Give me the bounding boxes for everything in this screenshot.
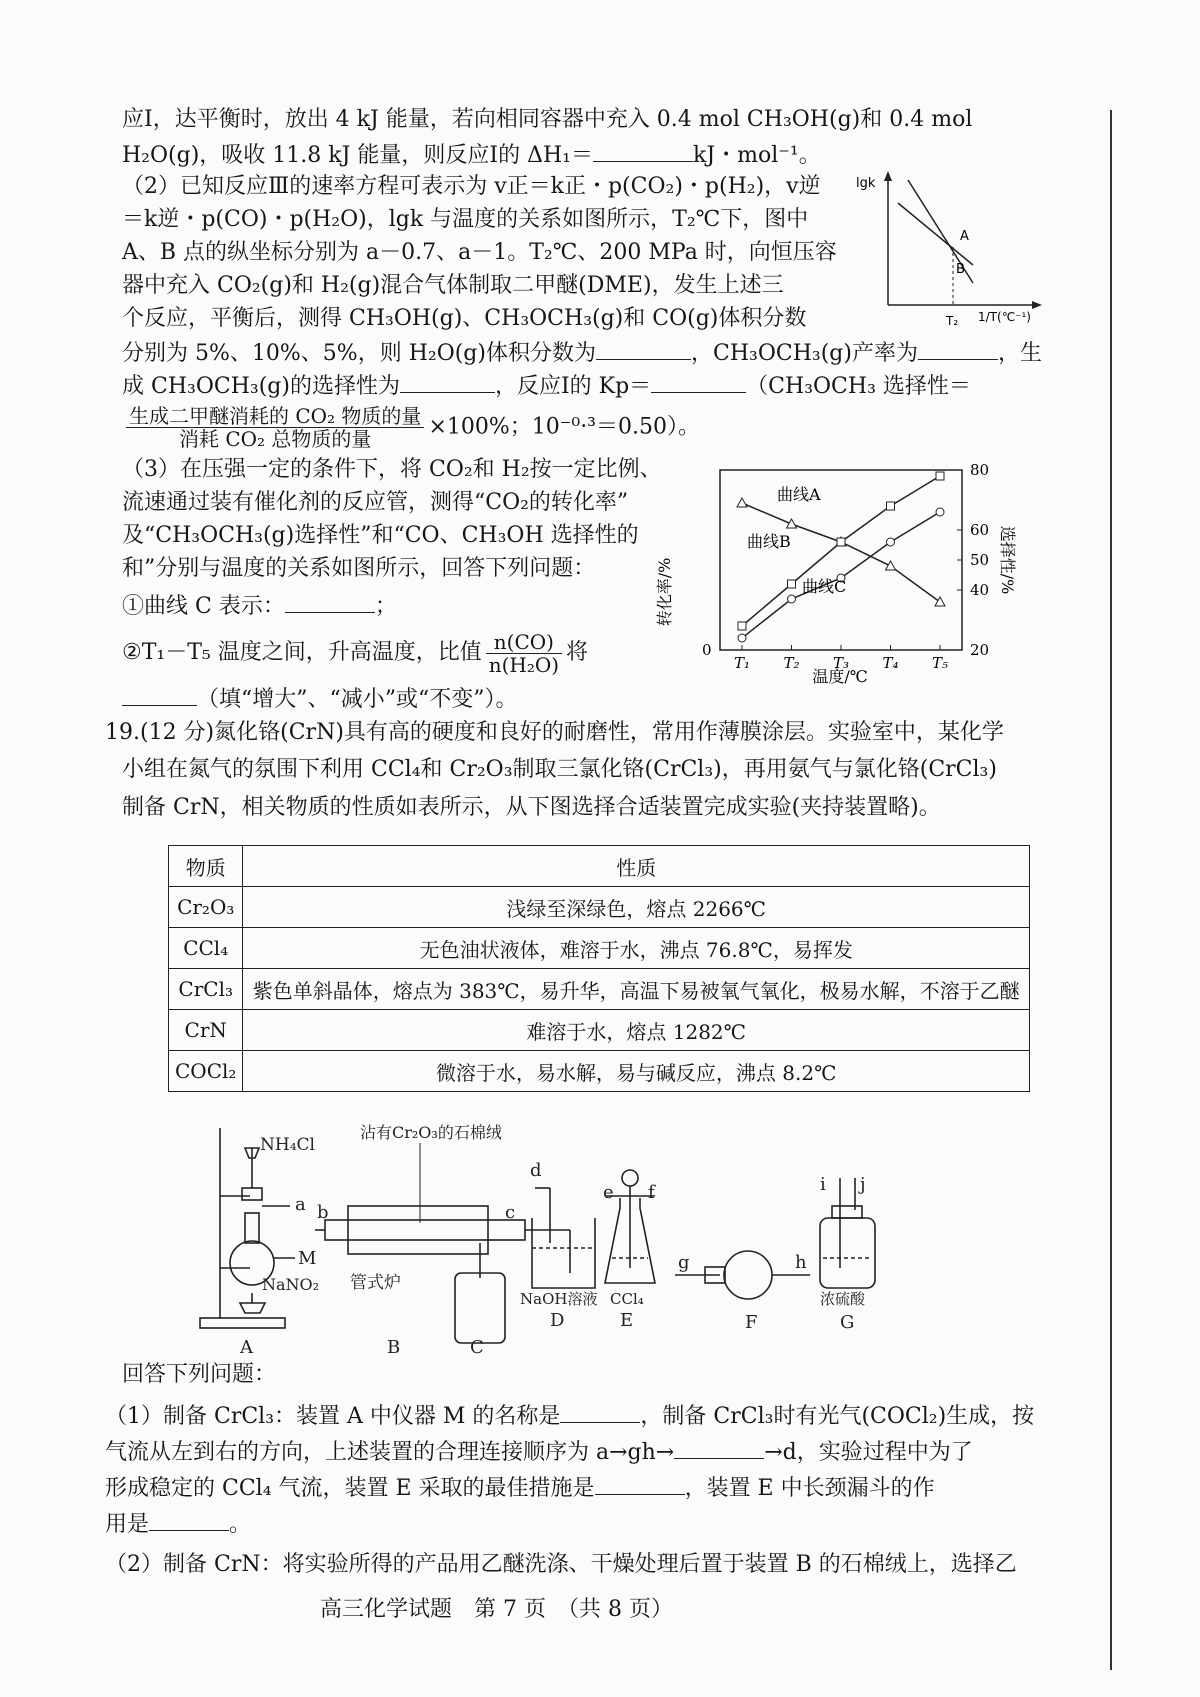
table-cell: 微溶于水，易水解，易与碱反应，沸点 8.2℃: [243, 1051, 1030, 1092]
series-line-1: [742, 476, 940, 626]
q19-a1-line2-text: 气流从左到右的方向，上述装置的合理连接顺序为 a→gh→: [105, 1440, 675, 1465]
answer-blank[interactable]: [400, 370, 495, 393]
answer-blank[interactable]: [651, 370, 746, 393]
x-axis-label: 温度/℃: [812, 667, 868, 686]
q18-p3-line2: 流速通过装有催化剂的反应管，测得“CO₂的转化率”: [122, 490, 629, 515]
answer-blank[interactable]: [122, 683, 197, 706]
q18-p2-line6-text: 分别为 5%、10%、5%，则 H₂O(g)体积分数为: [122, 341, 596, 366]
q18-p2-line8: [122, 405, 700, 450]
q19-a1-line3-text: 形成稳定的 CCl₄ 气流，装置 E 采取的最佳措施是: [105, 1476, 595, 1501]
q18-p2-line6: [122, 337, 1042, 369]
apparatus-d: [520, 1160, 597, 1331]
data-point: [737, 498, 747, 507]
x-tick-label: T₄: [882, 654, 899, 672]
q19-a1-line3: [105, 1472, 935, 1504]
label-d: d: [530, 1160, 542, 1181]
table-row: [169, 1051, 1030, 1092]
apparatus-e: [603, 1170, 656, 1331]
data-point: [787, 519, 797, 528]
q18-p3-q2-text: ②T₁－T₅ 温度之间，升高温度，比值: [122, 640, 482, 665]
q19-a1-line1-text2: ，制备 CrCl₃时有光气(COCl₂)生成，按: [640, 1404, 1035, 1429]
lgk-xlabel: 1/T(℃⁻¹): [978, 310, 1031, 324]
table-header-cell: 性质: [243, 846, 1030, 887]
lgk-chart: [848, 165, 1048, 328]
table-cell: CCl₄: [169, 928, 243, 969]
label-b: b: [317, 1202, 329, 1223]
apparatus-a: [200, 1128, 319, 1358]
q18-p2-line7-text2: ，反应Ⅰ的 Kp＝: [494, 374, 652, 399]
q19-a1-line4-text: 用是: [105, 1512, 150, 1537]
q18-p3-q1: [122, 590, 397, 622]
q19-a1-line1-text: （1）制备 CrCl₃：装置 A 中仪器 M 的名称是: [105, 1404, 561, 1429]
table-cell: 无色油状液体，难溶于水，沸点 76.8℃，易挥发: [243, 928, 1030, 969]
q18-p3-q1-text: ①曲线 C 表示：: [122, 594, 285, 619]
q18-p3-q2-text2: 将: [566, 640, 589, 665]
y2-tick-label: 40: [970, 581, 990, 599]
label-ccl4: CCl₄: [610, 1290, 644, 1308]
lgk-x-arrow: [1032, 301, 1042, 309]
lgk-tick-t2: T₂: [946, 314, 959, 328]
table-row: [169, 969, 1030, 1010]
table-cell: CrCl₃: [169, 969, 243, 1010]
data-point: [886, 561, 896, 570]
answer-blank[interactable]: [149, 1508, 229, 1531]
q18-p3-line4: 和”分别与温度的关系如图所示，回答下列问题：: [122, 556, 596, 581]
q18-p3-q1-end: ；: [374, 594, 397, 619]
data-point: [887, 538, 895, 546]
data-point: [788, 580, 796, 588]
q19-a1-line3-text2: ，装置 E 中长颈漏斗的作: [684, 1476, 935, 1501]
page-border: [1110, 110, 1112, 1670]
q18-line2-text: H₂O(g)，吸收 11.8 kJ 能量，则反应Ⅰ的 ΔH₁＝: [122, 143, 593, 168]
label-apparatus-d: D: [550, 1310, 565, 1331]
q19-a1-line4-end: 。: [229, 1512, 252, 1537]
label-i: i: [820, 1174, 826, 1195]
answer-blank[interactable]: [596, 337, 691, 360]
table-cell: 难溶于水，熔点 1282℃: [243, 1010, 1030, 1051]
q18-p2-line6-text3: ，生: [997, 341, 1042, 366]
label-apparatus-g: G: [840, 1312, 855, 1333]
answer-blank[interactable]: [595, 1472, 685, 1495]
q19-a1-line1: [105, 1400, 1034, 1432]
x-tick-label: T₁: [733, 654, 751, 672]
data-point: [738, 622, 746, 630]
data-point: [936, 508, 944, 516]
q19-line3: 制备 CrN，相关物质的性质如表所示，从下图选择合适装置完成实验(夹持装置略)。: [122, 795, 941, 820]
answer-blank[interactable]: [560, 1400, 640, 1423]
y-tick-label: 0: [702, 641, 712, 659]
table-cell: CrN: [169, 1010, 243, 1051]
x-tick-label: T₂: [783, 654, 800, 672]
table-cell: COCl₂: [169, 1051, 243, 1092]
page-footer: 高三化学试题 第 7 页 （共 8 页）: [320, 1597, 673, 1622]
label-furnace: 管式炉: [350, 1273, 401, 1293]
label-apparatus-b: B: [387, 1337, 401, 1358]
label-cr2o3: 沾有Cr₂O₃的石棉绒: [360, 1123, 502, 1142]
label-h2so4: 浓硫酸: [820, 1290, 866, 1308]
q18-p2-line5: 个反应，平衡后，测得 CH₃OH(g)、CH₃OCH₃(g)和 CO(g)体积分数: [122, 306, 807, 331]
data-point: [837, 538, 845, 546]
table-row: [169, 887, 1030, 928]
data-point: [738, 634, 746, 642]
lgk-point-a: A: [960, 229, 969, 244]
label-m: M: [298, 1248, 317, 1269]
data-point: [887, 502, 895, 510]
label-a: a: [295, 1194, 306, 1215]
q19-a2-line1: （2）制备 CrN：将实验所得的产品用乙醚洗涤、干燥处理后置于装置 B 的石棉绒上，选择乙: [105, 1552, 1017, 1577]
q18-p3-line3: 及“CH₃OCH₃(g)选择性”和“CO、CH₃OH 选择性的: [122, 523, 639, 548]
label-nano2: NaNO₂: [262, 1275, 320, 1294]
q18-p3-q2: [122, 630, 588, 676]
answer-blank[interactable]: [918, 337, 998, 360]
q19-a1-line2: [105, 1436, 973, 1468]
apparatus-f: [675, 1251, 810, 1333]
label-apparatus-e: E: [620, 1310, 634, 1331]
label-h: h: [795, 1252, 807, 1273]
q18-p2-line7: [122, 370, 971, 402]
apparatus-g: [820, 1174, 875, 1333]
q19-a1-line2-text2: →d，实验过程中为了: [764, 1440, 973, 1465]
q19-line2: 小组在氮气的氛围下利用 CCl₄和 Cr₂O₃制取三氯化铬(CrCl₃)，再用氨气与氯化铬(CrCl₃): [122, 757, 997, 782]
data-point: [936, 472, 944, 480]
fraction-denominator: 消耗 CO₂ 总物质的量: [179, 427, 372, 451]
y2-tick-label: 80: [970, 461, 990, 479]
data-point: [935, 597, 945, 606]
y2-axis-label: 选择性/%: [998, 525, 1017, 595]
table-header-cell: 物质: [169, 846, 243, 887]
legend-curve-b: 曲线B: [747, 532, 791, 551]
q18-line1: 应Ⅰ，达平衡时，放出 4 kJ 能量，若向相同容器中充入 0.4 mol CH₃OH(g)和 0.4 mol: [122, 107, 973, 132]
data-point: [788, 595, 796, 603]
x-tick-label: T₃: [832, 654, 850, 672]
table-cell: 紫色单斜晶体，熔点为 383℃，易升华，高温下易被氧气氧化，极易水解，不溶于乙醚: [243, 969, 1030, 1010]
q19-line1: 19.(12 分)氮化铬(CrN)具有高的硬度和良好的耐磨性，常用作薄膜涂层。实验室中，某化学: [105, 720, 1004, 745]
q18-p2-line2: ＝k逆・p(CO)・p(H₂O)，lgk 与温度的关系如图所示，T₂℃下，图中: [122, 207, 809, 232]
answer-blank[interactable]: [674, 1436, 764, 1459]
q18-p2-line1: （2）已知反应Ⅲ的速率方程可表示为 v正＝k正・p(CO₂)・p(H₂)，v逆: [122, 174, 821, 199]
q18-p2-line7-text3: （CH₃OCH₃ 选择性＝: [746, 374, 971, 399]
ratio-fraction: [486, 631, 562, 676]
q18-line2: [122, 139, 821, 171]
lgk-point-b: B: [956, 262, 965, 277]
y2-tick-label: 20: [970, 641, 990, 659]
y-axis-label: 转化率/%: [655, 557, 674, 627]
apparatus-c: [455, 1202, 515, 1358]
fraction-numerator: n(CO): [486, 631, 562, 654]
label-nh4cl: NH₄Cl: [260, 1135, 315, 1155]
plot-frame: [720, 470, 962, 650]
q18-p3-q2-line2: [122, 683, 517, 715]
table-row: [169, 928, 1030, 969]
q18-line2-unit: kJ・mol⁻¹。: [692, 143, 821, 168]
fraction-denominator: n(H₂O): [488, 652, 560, 677]
conversion-selectivity-chart: [655, 452, 1022, 687]
lgk-ylabel: lgk: [856, 176, 876, 191]
q18-p2-line8-tail: ×100%；10⁻⁰·³＝0.50）。: [428, 414, 700, 440]
label-g: g: [678, 1252, 690, 1273]
legend-curve-c: 曲线C: [802, 577, 847, 596]
label-apparatus-c: C: [470, 1337, 484, 1358]
x-tick-label: T₅: [931, 654, 949, 672]
series-layer: [737, 472, 945, 642]
q18-p2-line3: A、B 点的纵坐标分别为 a－0.7、a－1。T₂℃、200 MPa 时，向恒压容: [122, 240, 837, 265]
label-c: c: [505, 1202, 516, 1223]
apparatus-figure: [200, 1118, 1070, 1358]
q18-p2-line6-text2: ，CH₃OCH₃(g)产率为: [690, 341, 918, 366]
label-j: j: [860, 1174, 866, 1195]
y2-tick-label: 60: [970, 521, 990, 539]
q19-a1-line4: [105, 1508, 251, 1540]
answer-blank[interactable]: [593, 139, 693, 162]
label-f: f: [648, 1182, 655, 1203]
properties-table: [168, 845, 1030, 1092]
table-cell: Cr₂O₃: [169, 887, 243, 928]
table-row: [169, 1010, 1030, 1051]
y2-tick-label: 50: [970, 551, 990, 569]
table-header-row: [169, 846, 1030, 887]
answer-blank[interactable]: [285, 590, 375, 613]
label-apparatus-a: A: [240, 1337, 253, 1358]
legend-curve-a: 曲线A: [777, 485, 821, 504]
answer-intro: 回答下列问题：: [122, 1362, 277, 1387]
selectivity-fraction: [126, 405, 424, 450]
label-naoh: NaOH溶液: [520, 1290, 598, 1308]
lgk-y-arrow: [884, 171, 892, 181]
q18-p3-line1: （3）在压强一定的条件下，将 CO₂和 H₂按一定比例、: [122, 457, 662, 482]
label-apparatus-f: F: [745, 1312, 758, 1333]
label-e: e: [603, 1182, 614, 1203]
fraction-numerator: 生成二甲醚消耗的 CO₂ 物质的量: [126, 405, 424, 428]
table-cell: 浅绿至深绿色，熔点 2266℃: [243, 887, 1030, 928]
q18-p2-line7-text: 成 CH₃OCH₃(g)的选择性为: [122, 374, 400, 399]
q18-p3-q2-hint: （填“增大”、“减小”或“不变”）。: [197, 687, 518, 712]
q18-p2-line4: 器中充入 CO₂(g)和 H₂(g)混合气体制取二甲醚(DME)，发生上述三: [122, 273, 784, 298]
